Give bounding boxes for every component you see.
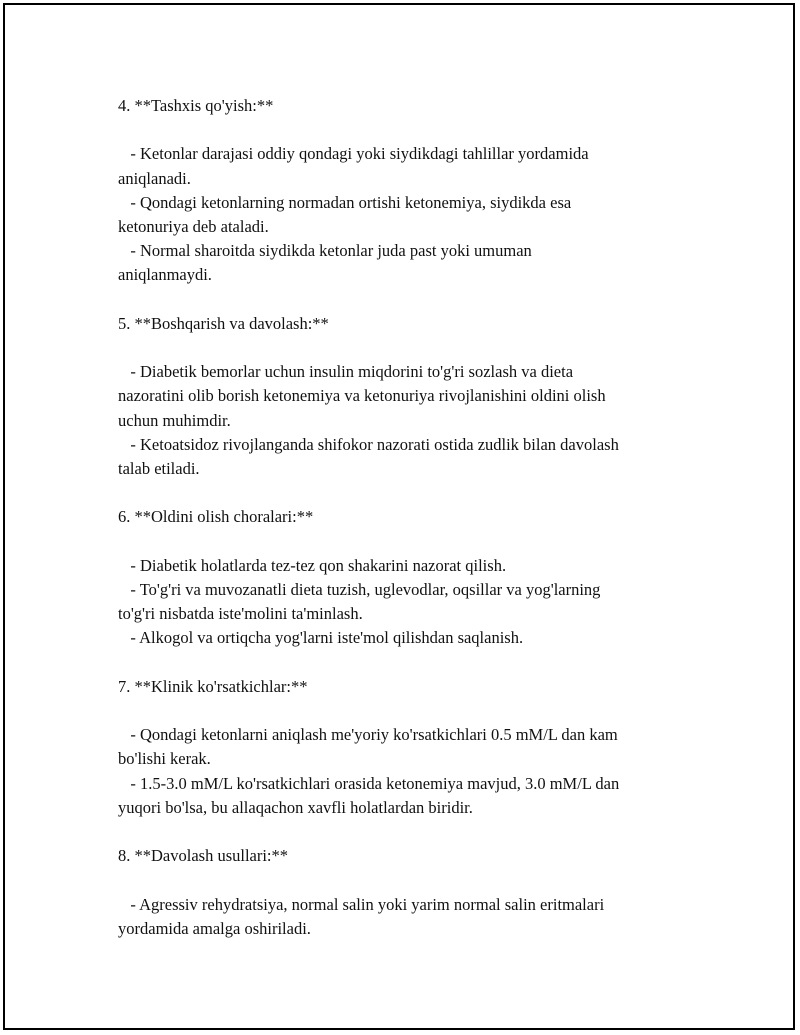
section-heading: 7. **Klinik ko'rsatkichlar:** <box>118 676 308 696</box>
bullet-line: aniqlanmaydi. <box>118 265 212 285</box>
blank-line <box>118 868 698 892</box>
blank-line <box>118 336 698 360</box>
bullet-line: - To'g'ri va muvozanatli dieta tuzish, uglevodlar, oqsillar va yog'larning <box>118 579 601 599</box>
blank-line <box>118 530 698 554</box>
section-heading: 5. **Boshqarish va davolash:** <box>118 313 329 333</box>
bullet-line: - Qondagi ketonlarning normadan ortishi ketonemiya, siydikda esa <box>118 192 572 212</box>
bullet-line: - 1.5-3.0 mM/L ko'rsatkichlari orasida ketonemiya mavjud, 3.0 mM/L dan <box>118 773 620 793</box>
bullet-item <box>118 191 698 239</box>
bullet-line: - Qondagi ketonlarni aniqlash me'yoriy ko'rsatkichlari 0.5 mM/L dan kam <box>118 725 618 745</box>
bullet-line: - Normal sharoitda siydikda ketonlar juda past yoki umuman <box>118 241 532 261</box>
bullet-item <box>118 893 698 941</box>
section-heading: 4. **Tashxis qo'yish:** <box>118 96 274 115</box>
bullet-line: - Ketoatsidoz rivojlanganda shifokor nazorati ostida zudlik bilan davolash <box>118 434 619 454</box>
bullet-line: - Diabetik bemorlar uchun insulin miqdorini to'g'ri sozlash va dieta <box>118 362 574 382</box>
bullet-line: uchun muhimdir. <box>118 410 231 430</box>
bullet-item <box>118 360 698 433</box>
blank-line <box>118 699 698 723</box>
bullet-line: ketonuriya deb ataladi. <box>118 217 269 236</box>
bullet-item <box>118 578 698 626</box>
bullet-line: nazoratini olib borish ketonemiya va ketonuriya rivojlanishini oldini olish <box>118 386 606 406</box>
bullet-item <box>118 723 698 771</box>
bullet-line: bo'lishi kerak. <box>118 749 211 769</box>
section-heading: 6. **Oldini olish choralari:** <box>118 507 314 527</box>
bullet-item <box>118 772 698 820</box>
bullet-line: - Ketonlar darajasi oddiy qondagi yoki siydikdagi tahlillar yordamida <box>118 144 589 164</box>
bullet-item <box>118 554 698 578</box>
blank-line <box>118 118 698 142</box>
bullet-line: yuqori bo'lsa, bu allaqachon xavfli holatlardan biridir. <box>118 797 473 817</box>
bullet-line: - Diabetik holatlarda tez-tez qon shakarini nazorat qilish. <box>118 555 507 575</box>
section-gap <box>118 481 698 505</box>
section-gap <box>118 820 698 844</box>
bullet-line: - Agressiv rehydratsiya, normal salin yoki yarim normal salin eritmalari <box>118 894 605 914</box>
bullet-line: yordamida amalga oshiriladi. <box>118 918 311 938</box>
bullet-item <box>118 142 698 190</box>
bullet-item <box>118 433 698 481</box>
bullet-item <box>118 626 698 650</box>
bullet-line: to'g'ri nisbatda iste'molini ta'minlash. <box>118 604 363 624</box>
bullet-line: aniqlanadi. <box>118 168 191 188</box>
bullet-item <box>118 239 698 287</box>
bullet-line: talab etiladi. <box>118 459 200 478</box>
section-gap <box>118 651 698 675</box>
document-body <box>118 94 698 941</box>
bullet-line: - Alkogol va ortiqcha yog'larni iste'mol qilishdan saqlanish. <box>118 628 524 648</box>
section-heading: 8. **Davolash usullari:** <box>118 846 289 866</box>
section-gap <box>118 288 698 312</box>
